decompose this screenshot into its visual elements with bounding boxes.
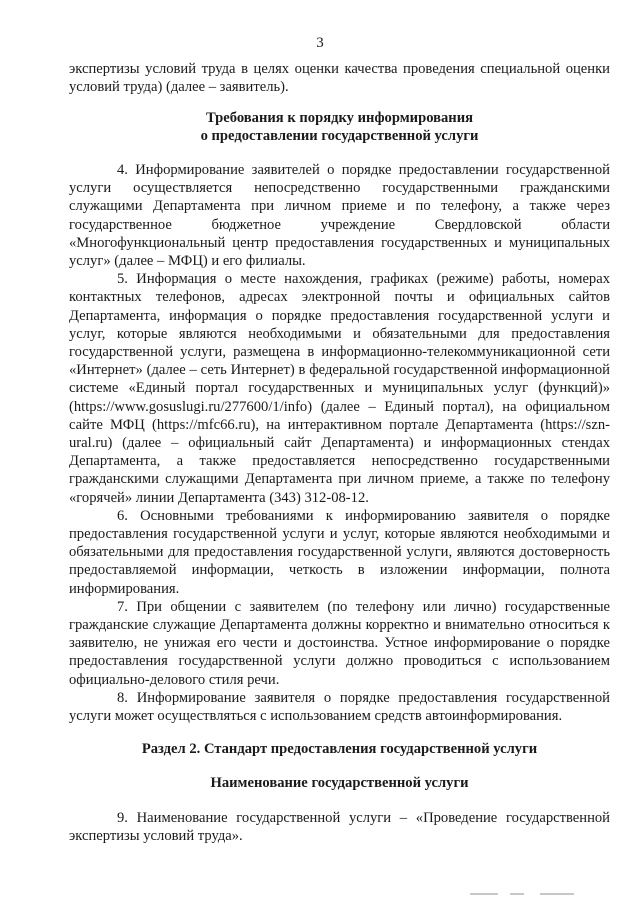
paragraph-4: 4. Информирование заявителей о порядке предоставлении государственной услуги осуществляется непосредственно государственными гражданскими служащими Департамента при личном приеме и по телефону, а также через государственное бюджетное учреждение Свердловской области «Многофункциональный центр предоставления государственных и муниципальных услуг» (далее – МФЦ) и его филиалы.	[69, 162, 610, 270]
intro-block	[69, 60, 610, 96]
intro-continuation: экспертизы условий труда в целях оценки качества проведения специальной оценки условий труда) (далее – заявитель).	[69, 61, 610, 96]
scan-artifact-marks	[470, 893, 590, 897]
heading-informing-line1: Требования к порядку информирования	[205, 110, 474, 126]
paragraph-7: 7. При общении с заявителем (по телефону или лично) государственные гражданские служащие Департамента должны корректно и внимательно относиться к заявителю, не унижая его чести и достоинства. Устное информирование о порядке предоставления государственной услуги должно проводиться с использованием официально-делового стиля речи.	[69, 598, 610, 688]
paragraph-9-block	[69, 809, 610, 845]
paragraph-5: 5. Информация о месте нахождения, графиках (режиме) работы, номерах контактных телефонов, адресах электронной почты и официальных сайтов Департамента, информация о порядке предоставления государственной услуги и услуг, которые являются необходимыми и обязательными для предоставления государственной услуги, размещена в информационно-телекоммуникационной сети «Интернет» (далее – сеть Интернет) в федеральной государственной информационной системе «Единый портал государственных и муниципальных услуг (функций)» (https://www.gosuslugi.ru/277600/1/info) (далее – Единый портал), на официальном сайте МФЦ (https://mfc66.ru), на интерактивном портале Департамента (https://szn-ural.ru) (далее – официальный сайт Департамента) и информационных стендах Департамента, а также предоставляется непосредственно государственными гражданскими служащими Департамента при личном приеме, а также по телефону «горячей» линии Департамента (343) 312-08-12.	[69, 271, 610, 506]
paragraph-8: 8. Информирование заявителя о порядке предоставления государственной услуги может осуществляться с использованием средств автоинформирования.	[69, 689, 610, 725]
informing-paragraphs	[69, 161, 610, 725]
paragraph-9: 9. Наименование государственной услуги – «Проведение государственной экспертизы условий труда».	[69, 810, 610, 845]
section-heading: Раздел 2. Стандарт предоставления государственной услуги	[141, 741, 538, 757]
paragraph-6: 6. Основными требованиями к информированию заявителя о порядке предоставления государственной услуги и услуг, которые являются необходимыми и обязательными для предоставления государственной услуги, являются достоверность предоставляемой информации, четкость в изложении информации, полнота информирования.	[69, 507, 610, 597]
page-number: 3	[316, 35, 324, 51]
subheading-service-name: Наименование государственной услуги	[210, 775, 469, 791]
heading-informing-line2: о предоставлении государственной услуги	[200, 128, 479, 144]
